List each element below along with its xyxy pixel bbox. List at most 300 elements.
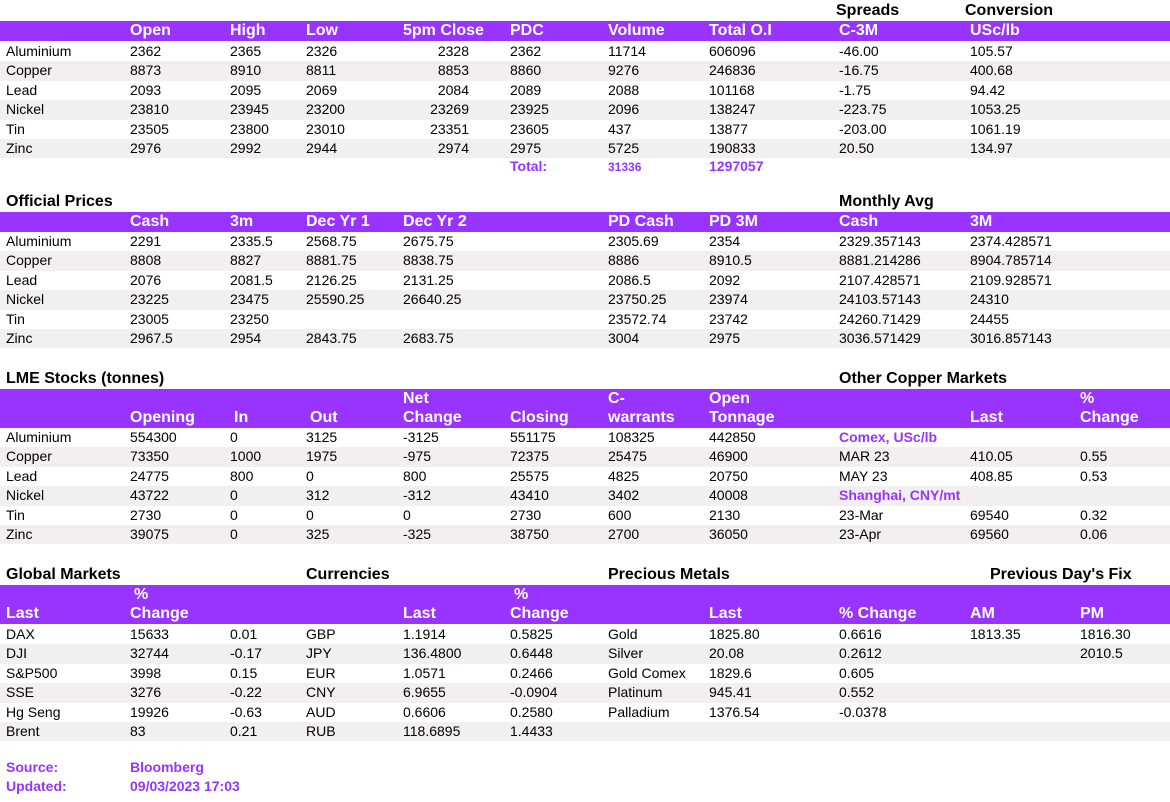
other-market-contract: MAR 23 xyxy=(839,448,890,465)
col-cw-1: C- xyxy=(608,390,625,407)
col-avg-cash: Cash xyxy=(839,213,879,230)
low-value: 23010 xyxy=(306,120,345,137)
col-c-3m: C-3M xyxy=(839,22,879,39)
col-pd-3m: PD 3M xyxy=(709,213,758,230)
pd-3m-value: 23742 xyxy=(709,310,748,327)
oi-value: 190833 xyxy=(709,140,756,156)
col-dec-yr-2: Dec Yr 2 xyxy=(403,213,467,230)
col-total-oi: Total O.I xyxy=(709,22,772,39)
net-change-value: 0 xyxy=(403,506,411,523)
index-last: 15633 xyxy=(130,626,169,642)
index-name: S&P500 xyxy=(6,664,58,681)
col-open: Open xyxy=(130,22,171,39)
metal-name: Lead xyxy=(6,81,38,98)
other-market-change: 0.55 xyxy=(1080,448,1108,465)
col-net-2: Change xyxy=(403,409,462,426)
metal-name: Aluminium xyxy=(6,43,72,59)
oi-value: 138247 xyxy=(709,101,756,118)
cash-value: 2967.5 xyxy=(130,330,173,346)
pdc-value: 8860 xyxy=(510,62,542,79)
currency-name: CNY xyxy=(306,684,336,701)
pd-cash-value: 8886 xyxy=(608,252,640,269)
open-value: 2976 xyxy=(130,140,162,156)
col-pdc: PDC xyxy=(510,22,544,39)
other-market-change: 0.32 xyxy=(1080,506,1108,523)
currency-last: 1.1914 xyxy=(403,626,446,642)
spread-value: -203.00 xyxy=(839,120,887,137)
table-row xyxy=(0,271,1170,290)
out-value: 0 xyxy=(306,467,314,484)
other-market-change: 0.06 xyxy=(1080,526,1108,542)
index-name: DAX xyxy=(6,626,35,642)
index-change: -0.63 xyxy=(230,703,262,720)
cash-value: 23225 xyxy=(130,291,169,308)
precious-change: -0.0378 xyxy=(839,703,887,720)
oi-value: 13877 xyxy=(709,120,748,137)
net-change-value: -312 xyxy=(403,487,432,504)
lme-header-row xyxy=(0,21,1170,41)
avg-cash-value: 24103.57143 xyxy=(839,291,921,308)
markets-header-row xyxy=(0,585,1170,624)
global-markets-title: Global Markets xyxy=(6,566,121,583)
metal-name: Tin xyxy=(6,120,25,137)
avg-cash-value: 2329.357143 xyxy=(839,233,921,249)
col-pd-cash: PD Cash xyxy=(608,213,674,230)
table-row xyxy=(0,722,1170,741)
table-row xyxy=(0,664,1170,683)
spread-value: 20.50 xyxy=(839,140,875,156)
opening-value: 2730 xyxy=(130,506,162,523)
fix-pm: 1816.30 xyxy=(1080,626,1131,642)
in-value: 0 xyxy=(230,526,238,542)
metal-name: Aluminium xyxy=(6,233,72,249)
other-market-change: 0.53 xyxy=(1080,467,1108,484)
conversion-value: 1061.19 xyxy=(970,120,1021,137)
fix-am: 1813.35 xyxy=(970,626,1021,642)
pdc-value: 2089 xyxy=(510,81,542,98)
metal-name: Lead xyxy=(6,467,38,484)
col-curr-last: Last xyxy=(403,605,436,622)
low-value: 8811 xyxy=(306,62,337,79)
col-global-pct-1: % xyxy=(134,586,149,603)
in-value: 1000 xyxy=(230,448,262,465)
table-row xyxy=(0,251,1170,270)
dec-yr1-value: 8881.75 xyxy=(306,252,357,269)
precious-last: 1376.54 xyxy=(709,703,760,720)
high-value: 23945 xyxy=(230,101,269,118)
conversion-value: 94.42 xyxy=(970,81,1006,98)
other-market-section-label: Shanghai, CNY/mt xyxy=(839,487,961,504)
col-pm: PM xyxy=(1080,605,1104,622)
previous-fix-title: Previous Day's Fix xyxy=(990,566,1132,583)
avg-cash-value: 8881.214286 xyxy=(839,252,921,269)
table-row xyxy=(0,232,1170,251)
precious-last: 1829.6 xyxy=(709,664,752,681)
cash-value: 8808 xyxy=(130,252,162,269)
source-value: Bloomberg xyxy=(130,759,204,775)
metal-name: Lead xyxy=(6,271,38,288)
metal-name: Zinc xyxy=(6,526,33,542)
dec-yr1-value: 25590.25 xyxy=(306,291,365,308)
avg-cash-value: 3036.571429 xyxy=(839,330,921,346)
currency-change: 1.4433 xyxy=(510,723,553,739)
currency-last: 1.0571 xyxy=(403,664,446,681)
table-row xyxy=(0,81,1170,100)
close-value: 2084 xyxy=(437,81,469,98)
index-change: 0.15 xyxy=(230,664,258,681)
opening-value: 39075 xyxy=(130,526,169,542)
oi-value: 246836 xyxy=(709,62,756,79)
close-value: 23351 xyxy=(430,120,469,137)
source-label: Source: xyxy=(6,759,59,775)
table-row xyxy=(0,428,1170,447)
in-value: 0 xyxy=(230,429,238,445)
currency-name: RUB xyxy=(306,723,336,739)
col-cw-2: warrants xyxy=(608,409,675,426)
net-change-value: -325 xyxy=(403,526,432,542)
stocks-header-row xyxy=(0,389,1170,428)
pd-cash-value: 2086.5 xyxy=(608,271,651,288)
updated-label: Updated: xyxy=(6,778,67,794)
open-value: 2362 xyxy=(130,43,162,59)
index-last: 19926 xyxy=(130,703,169,720)
col-other-pct-1: % xyxy=(1080,390,1095,407)
other-market-last: 69540 xyxy=(970,506,1009,523)
updated-value: 09/03/2023 17:03 xyxy=(130,778,240,794)
col-3m: 3m xyxy=(230,213,254,230)
pdc-value: 23605 xyxy=(510,120,549,137)
metal-name: Copper xyxy=(6,252,52,269)
in-value: 800 xyxy=(230,467,254,484)
col-opening: Opening xyxy=(130,409,195,426)
avg-cash-value: 2107.428571 xyxy=(839,271,921,288)
open-tonnage-value: 20750 xyxy=(709,467,748,484)
col-pm-last: Last xyxy=(709,605,742,622)
close-value: 2974 xyxy=(437,140,469,156)
open-tonnage-value: 36050 xyxy=(709,526,748,542)
index-last: 83 xyxy=(130,723,146,739)
other-market-contract: 23-Mar xyxy=(839,506,884,523)
currency-name: EUR xyxy=(306,664,336,681)
metal-name: Nickel xyxy=(6,101,45,118)
index-change: -0.22 xyxy=(230,684,262,701)
index-change: 0.21 xyxy=(230,723,258,739)
spread-value: -223.75 xyxy=(839,101,887,118)
out-value: 1975 xyxy=(306,448,338,465)
other-copper-title: Other Copper Markets xyxy=(839,370,1008,387)
in-value: 0 xyxy=(230,487,238,504)
total-label: Total: xyxy=(510,158,548,174)
col-volume: Volume xyxy=(608,22,665,39)
spread-value: -46.00 xyxy=(839,43,879,59)
pd-3m-value: 23974 xyxy=(709,291,748,308)
table-row xyxy=(0,644,1170,663)
dec-yr2-value: 2683.75 xyxy=(403,330,454,346)
avg-cash-value: 24260.71429 xyxy=(839,310,921,327)
open-value: 23810 xyxy=(130,101,169,118)
pdc-value: 2975 xyxy=(510,140,542,156)
metal-name: Zinc xyxy=(6,330,33,346)
close-value: 8853 xyxy=(437,62,469,79)
avg-3m-value: 24455 xyxy=(970,310,1009,327)
precious-change: 0.6616 xyxy=(839,626,882,642)
currency-change: -0.0904 xyxy=(510,684,558,701)
closing-value: 43410 xyxy=(510,487,549,504)
col-out: Out xyxy=(310,409,338,426)
cash-value: 2291 xyxy=(130,233,162,249)
index-change: -0.17 xyxy=(230,645,262,662)
index-name: Brent xyxy=(6,723,40,739)
other-market-section-label: Comex, USc/lb xyxy=(839,429,938,445)
currency-last: 0.6606 xyxy=(403,703,446,720)
pd-cash-value: 3004 xyxy=(608,330,640,346)
col-usc-lb: USc/lb xyxy=(970,22,1020,39)
volume-value: 9276 xyxy=(608,62,640,79)
fix-pm: 2010.5 xyxy=(1080,645,1123,662)
table-row xyxy=(0,683,1170,702)
opening-value: 73350 xyxy=(130,448,169,465)
volume-value: 2088 xyxy=(608,81,640,98)
cwarrants-value: 3402 xyxy=(608,487,640,504)
precious-metals-title: Precious Metals xyxy=(608,566,730,583)
dec-yr1-value: 2568.75 xyxy=(306,233,357,249)
col-cash: Cash xyxy=(130,213,170,230)
pd-cash-value: 2305.69 xyxy=(608,233,659,249)
other-market-contract: 23-Apr xyxy=(839,526,882,542)
index-last: 3276 xyxy=(130,684,162,701)
table-row xyxy=(0,139,1170,158)
precious-change: 0.605 xyxy=(839,664,875,681)
avg-3m-value: 2374.428571 xyxy=(970,233,1052,249)
cash-value: 23005 xyxy=(130,310,169,327)
precious-name: Platinum xyxy=(608,684,663,701)
cash-value: 2076 xyxy=(130,271,162,288)
col-closing: Closing xyxy=(510,409,569,426)
precious-name: Silver xyxy=(608,645,644,662)
table-row xyxy=(0,120,1170,139)
currency-name: JPY xyxy=(306,645,332,662)
cwarrants-value: 25475 xyxy=(608,448,647,465)
table-row xyxy=(0,42,1170,61)
table-row xyxy=(0,290,1170,309)
pdc-value: 2362 xyxy=(510,43,542,59)
col-other-last: Last xyxy=(970,409,1003,426)
index-last: 32744 xyxy=(130,645,169,662)
open-tonnage-value: 46900 xyxy=(709,448,748,465)
open-value: 2093 xyxy=(130,81,162,98)
precious-last: 1825.80 xyxy=(709,626,760,642)
closing-value: 72375 xyxy=(510,448,549,465)
metal-name: Nickel xyxy=(6,487,45,504)
conversion-title: Conversion xyxy=(965,2,1054,19)
precious-name: Gold xyxy=(608,626,638,642)
precious-last: 20.08 xyxy=(709,645,745,662)
currency-last: 118.6895 xyxy=(403,723,461,739)
other-market-last: 69560 xyxy=(970,526,1009,542)
table-row xyxy=(0,310,1170,329)
table-row xyxy=(0,703,1170,722)
currency-change: 0.6448 xyxy=(510,645,553,662)
col-net-1: Net xyxy=(403,390,429,407)
low-value: 2944 xyxy=(306,140,338,156)
spreads-title: Spreads xyxy=(836,2,900,19)
other-market-last: 408.85 xyxy=(970,467,1013,484)
dec-yr2-value: 8838.75 xyxy=(403,252,454,269)
close-value: 23269 xyxy=(430,101,469,118)
col-low: Low xyxy=(306,22,338,39)
cwarrants-value: 2700 xyxy=(608,526,640,542)
table-row xyxy=(0,329,1170,348)
col-high: High xyxy=(230,22,266,39)
currencies-title: Currencies xyxy=(306,566,390,583)
out-value: 0 xyxy=(306,506,314,523)
open-tonnage-value: 442850 xyxy=(709,429,756,445)
low-value: 2326 xyxy=(306,43,338,59)
col-pm-change: % Change xyxy=(839,605,917,622)
net-change-value: -3125 xyxy=(403,429,439,445)
table-row xyxy=(0,100,1170,119)
metal-name: Nickel xyxy=(6,291,45,308)
dec-yr1-value: 2843.75 xyxy=(306,330,357,346)
table-row xyxy=(0,486,1170,505)
3m-value: 23475 xyxy=(230,291,269,308)
high-value: 23800 xyxy=(230,120,269,137)
metal-name: Tin xyxy=(6,506,25,523)
index-name: DJI xyxy=(6,645,27,662)
col-ot-1: Open xyxy=(709,390,750,407)
table-row xyxy=(0,61,1170,80)
close-value: 2328 xyxy=(437,43,469,59)
official-header-row xyxy=(0,212,1170,232)
closing-value: 551175 xyxy=(510,429,556,445)
col-other-pct-2: Change xyxy=(1080,409,1139,426)
other-market-last: 410.05 xyxy=(970,448,1013,465)
monthly-avg-title: Monthly Avg xyxy=(839,193,934,210)
open-tonnage-value: 2130 xyxy=(709,506,741,523)
col-5pm-close: 5pm Close xyxy=(403,22,484,39)
metal-name: Zinc xyxy=(6,140,33,156)
currency-last: 6.9655 xyxy=(403,684,446,701)
opening-value: 43722 xyxy=(130,487,169,504)
high-value: 8910 xyxy=(230,62,262,79)
3m-value: 23250 xyxy=(230,310,269,327)
dec-yr2-value: 2131.25 xyxy=(403,271,454,288)
currency-last: 136.4800 xyxy=(403,645,462,662)
other-market-contract: MAY 23 xyxy=(839,467,888,484)
oi-value: 101168 xyxy=(709,81,755,98)
conversion-value: 400.68 xyxy=(970,62,1013,79)
out-value: 325 xyxy=(306,526,330,542)
precious-change: 0.2612 xyxy=(839,645,882,662)
pd-3m-value: 8910.5 xyxy=(709,252,752,269)
in-value: 0 xyxy=(230,506,238,523)
3m-value: 8827 xyxy=(230,252,262,269)
currency-change: 0.5825 xyxy=(510,626,553,642)
dec-yr1-value: 2126.25 xyxy=(306,271,357,288)
precious-change: 0.552 xyxy=(839,684,875,701)
index-name: Hg Seng xyxy=(6,703,61,720)
low-value: 2069 xyxy=(306,81,338,98)
low-value: 23200 xyxy=(306,101,345,118)
pd-3m-value: 2975 xyxy=(709,330,741,346)
table-row xyxy=(0,625,1170,644)
out-value: 312 xyxy=(306,487,330,504)
3m-value: 2081.5 xyxy=(230,271,273,288)
pdc-value: 23925 xyxy=(510,101,549,118)
currency-change: 0.2580 xyxy=(510,703,553,720)
out-value: 3125 xyxy=(306,429,338,445)
precious-name: Gold Comex xyxy=(608,664,686,681)
oi-value: 606096 xyxy=(709,43,756,59)
volume-value: 2096 xyxy=(608,101,640,118)
index-change: 0.01 xyxy=(230,626,258,642)
col-ot-2: Tonnage xyxy=(709,409,775,426)
closing-value: 38750 xyxy=(510,526,549,542)
currency-name: GBP xyxy=(306,626,336,642)
3m-value: 2954 xyxy=(230,330,262,346)
closing-value: 25575 xyxy=(510,467,549,484)
precious-last: 945.41 xyxy=(709,684,752,701)
pd-cash-value: 23750.25 xyxy=(608,291,667,308)
volume-value: 5725 xyxy=(608,140,640,156)
avg-3m-value: 2109.928571 xyxy=(970,271,1052,288)
index-name: SSE xyxy=(6,684,35,701)
spread-value: -16.75 xyxy=(839,62,879,79)
official-prices-title: Official Prices xyxy=(6,193,113,210)
high-value: 2095 xyxy=(230,81,262,98)
avg-3m-value: 3016.857143 xyxy=(970,330,1052,346)
closing-value: 2730 xyxy=(510,506,542,523)
open-tonnage-value: 40008 xyxy=(709,487,748,504)
total-volume: 31336 xyxy=(608,160,642,174)
open-value: 8873 xyxy=(130,62,162,79)
avg-3m-value: 8904.785714 xyxy=(970,252,1052,269)
col-am: AM xyxy=(970,605,995,622)
spread-value: -1.75 xyxy=(839,81,871,98)
pd-3m-value: 2092 xyxy=(709,271,741,288)
conversion-value: 105.57 xyxy=(970,43,1013,59)
cwarrants-value: 108325 xyxy=(608,429,655,445)
dec-yr2-value: 26640.25 xyxy=(403,291,462,308)
volume-value: 437 xyxy=(608,120,632,137)
pd-3m-value: 2354 xyxy=(709,233,741,249)
col-in: In xyxy=(234,409,249,426)
col-curr-pct-1: % xyxy=(514,586,529,603)
volume-value: 11714 xyxy=(608,43,646,59)
net-change-value: -975 xyxy=(403,448,432,465)
net-change-value: 800 xyxy=(403,467,427,484)
metal-name: Aluminium xyxy=(6,429,72,445)
currency-change: 0.2466 xyxy=(510,664,553,681)
col-curr-pct-2: Change xyxy=(510,605,569,622)
currency-name: AUD xyxy=(306,703,336,720)
pd-cash-value: 23572.74 xyxy=(608,310,667,327)
3m-value: 2335.5 xyxy=(230,233,273,249)
conversion-value: 1053.25 xyxy=(970,101,1021,118)
opening-value: 24775 xyxy=(130,467,169,484)
metal-name: Tin xyxy=(6,310,25,327)
index-last: 3998 xyxy=(130,664,162,681)
cwarrants-value: 600 xyxy=(608,506,632,523)
avg-3m-value: 24310 xyxy=(970,291,1009,308)
opening-value: 554300 xyxy=(130,429,177,445)
total-oi: 1297057 xyxy=(709,158,764,174)
col-global-pct-2: Change xyxy=(130,605,189,622)
col-avg-3m: 3M xyxy=(970,213,993,230)
high-value: 2365 xyxy=(230,43,262,59)
col-dec-yr-1: Dec Yr 1 xyxy=(306,213,370,230)
precious-name: Palladium xyxy=(608,703,670,720)
